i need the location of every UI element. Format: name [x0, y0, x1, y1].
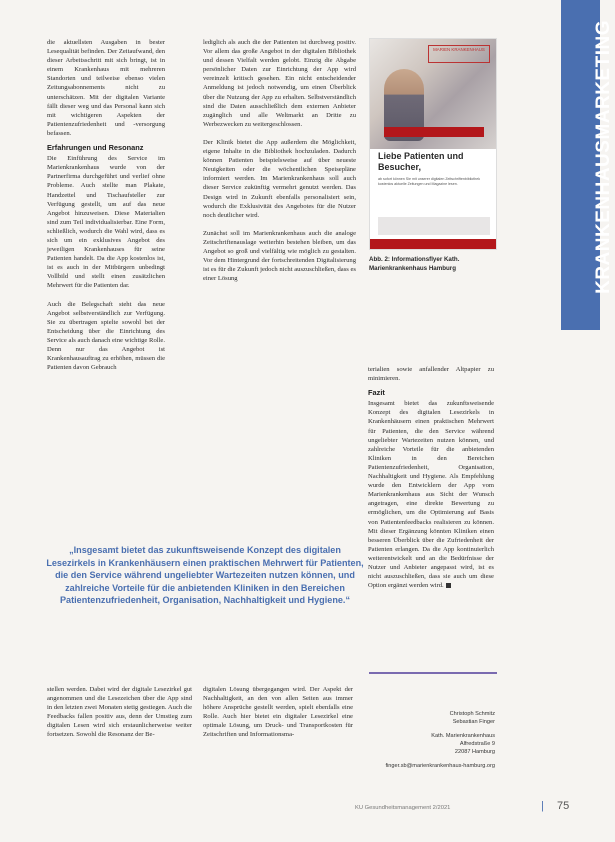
end-of-article-mark: [446, 583, 451, 588]
hospital-logo: MARIEN KRANKENHAUS: [428, 45, 490, 63]
author-org: Kath. Marienkrankenhaus: [431, 733, 495, 739]
author-email: finger.sb@marienkrankenhaus-hamburg.org: [385, 763, 495, 769]
divider: [369, 672, 497, 674]
paragraph: Zunächst soll im Marienkrankenhaus auch die analoge Zeitschriftenauslage weiterhin bestehen bleiben, um das Angebot so groß und vielfältig wie möglich zu gestalten. Vor dem Hintergrund der fortschreitenden Digitalisierung ist es für die Zukunft jedoch nicht auszuschließen, dass es einer Lösung: [203, 229, 356, 283]
text-column-3: [368, 365, 494, 590]
text-column-1: [47, 38, 165, 372]
paragraph: lediglich als auch die der Patienten ist durchweg positiv. Vor allem das große Angebot in der digitalen Bibliothek und dessen Vielfalt werden gelobt. Einzig die Abgabe persönlicher Daten zur Einrichtung der App wird vereinzelt kritisch gesehen. Ein nicht entscheidender Anmeldung ist jedoch notwendig, um einen Überblick über die Nutzung der App zu erhalten. Selbstverständlich sind die Daten ausschließlich dem externen Anbieter zugänglich und alle Weltmarkt an Dritte zu Werbezwecken zu weitergeschlossen.: [203, 39, 356, 128]
text-column-2: [203, 38, 356, 283]
flyer-headline: Liebe Patienten und Besucher,: [378, 151, 464, 172]
section-sidebar: [561, 0, 614, 330]
pull-quote: „Insgesamt bietet das zukunftsweisende Konzept des digitalen Lesezirkels in Krankenhäusern einen praktischen Mehrwert für Patienten, die den Service während ungeliebter Wartezeiten nutzen können, und zahlreiche Vorteile für die anbietenden Kliniken in den Bereichen Patientenzufriedenheit, Organisation, Nachhaltigkeit und Hygiene.“: [46, 545, 364, 606]
magazine-name: KU Gesundheitsmanagement 2/2021: [355, 805, 451, 811]
flyer-band: [384, 127, 484, 137]
paragraph: Auch die Belegschaft steht das neue Angebot selbstverständlich zur Verfügung. Sie zu übertragen spielte sowohl bei der Entscheidung über die Einrichtung des Service als auch danach eine wichtige Rolle. Denn nur das Angebot ist Krankenhausauftrag zu erhöhen, müssen die Patienten davon Gebrauch: [47, 300, 165, 372]
footer-separator: |: [541, 800, 544, 812]
author-block: [369, 710, 495, 770]
subheading: Erfahrungen und Resonanz: [47, 143, 144, 153]
paragraph: die aktuellsten Ausgaben in bester Lesequalität befinden. Der Zeitaufwand, den dieser Arbeitsschritt mit sich bringt, ist in einem Krankenhaus mit mehreren Standorten und teilweise ebenso vielen Zeitungsabonnements nicht zu unterschätzen. Mit der digitalen Variante fällt dieser weg und das Personal kann sich mit wichtigeren Aspekten der Patientenzufriedenheit und -versorgung befassen.: [47, 39, 165, 137]
text-column-2-lower: [203, 685, 353, 740]
page-number: 75: [557, 800, 570, 812]
paragraph: terialien sowie anfallender Altpapier zu minimieren.: [368, 366, 494, 383]
paragraph: digitalen Lösung übergegangen wird. Der Aspekt der Nachhaltigkeit, an den von allen Seiten aus immer höhere Ansprüche gestellt werden, spielt ebenfalls eine Rolle. Auch hier bietet ein digitaler Lesezirkel eine optimale Lösung, um Druck- und Transportkosten für Zeitschriften und Informationsma-: [203, 686, 353, 739]
flyer-footer-band: [370, 239, 496, 249]
paragraph: Die Einführung des Service im Marienkrankenhaus wurde von der Partnerfirma durchgeführt und verlief ohne Probleme. Auch stellte man Plakate, Handzettel und Tischaufsteller zur Verfügung gestellt, um auf das neue Angebot hinzuweisen. Diese Materialien sind zum Teil individualisierbar. Eine Form, schließlich, wodurch die Wahl wird, dass es sich um ein exklusives Angebot des jeweiligen Krankenhauses für seine Patienten handelt. Da die App kostenlos ist, ist es auch in der Mitbürgern unbedingt Vollbild und stellt einen zusätzlichen Mehrwert für die Patienten dar.: [47, 155, 165, 290]
paragraph: stellen werden. Dabei wird der digitale Lesezirkel gut angenommen und die Lesezeichen über die App sind in den letzten zwei Monaten stetig gestiegen. Auch die Feedbacks fallen positiv aus, denn der Umstieg zum digitalen Lesen wird sich erstaunlicherweise weiter fortsetzen. Sowohl die Resonanz der Be-: [47, 686, 192, 739]
text-column-1-lower: [47, 685, 192, 740]
section-label: KRANKENHAUSMARKETING: [593, 20, 614, 294]
flyer-devices: [378, 217, 490, 235]
subheading: Fazit: [368, 388, 385, 398]
author-name: Christoph Schmitz: [449, 711, 495, 717]
author-name: Sebastian Finger: [452, 719, 495, 725]
figure-caption: Abb. 2: Informationsflyer Kath. Marienkrankenhaus Hamburg: [369, 256, 460, 272]
info-flyer-image: [369, 38, 497, 250]
author-city: 22087 Hamburg: [454, 749, 495, 755]
paragraph: Insgesamt bietet das zukunftsweisende Konzept des digitalen Lesezirkels in Krankenhäusern einen praktischen Mehrwert für Patienten, die den Service während ungeliebter Wartezeiten nutzen können, und zahlreiche Vorteile für die anbietenden Kliniken in den Bereichen Patientenzufriedenheit, Organisation, Nachhaltigkeit und Hygiene. Als Empfehlung wurde den Entwicklern der App vom Marienkrankenhaus aus Sicht der Wunsch angetragen, eine direkte Bewertung zu ermöglichen, um die Optimierung auf Basis von Patientenfeedbacks realisieren zu können. Mit dieser Ergänzung könnten Kliniken einen besseren Überblick über die Zufriedenheit der Patienten erlangen. Da die App kontinuierlich weiterentwickelt und an die Bedürfnisse der Nutzer und Anbieter angepasst wird, ist es nicht auszuschließen, dass sie auch um diese Option ergänzt werden wird.: [368, 400, 494, 590]
page-footer: [355, 803, 505, 815]
author-street: Alfredstraße 9: [459, 741, 495, 747]
flyer-text: ab sofort können Sie mit unserer digitalen Zeitschriftenbibliothek kostenlos aktuelle Zeitungen und Magazine lesen.: [378, 177, 481, 186]
paragraph: Der Klinik bietet die App außerdem die Möglichkeit, eigene Inhalte in die Bibliothek hochzuladen. Dadurch können Patienten beispielsweise auf über neueste Neuigkeiten oder die wöchentlichen Speisepläne informiert werden. Im Marienkrankenhaus soll auch dieser Service zukünftig vermehrt genutzt werden. Das Design wird in Zukunft ebenfalls personalisiert sein, wodurch die Exklusivität des Angebotes für die Nutzer noch deutlicher wird.: [203, 138, 356, 219]
